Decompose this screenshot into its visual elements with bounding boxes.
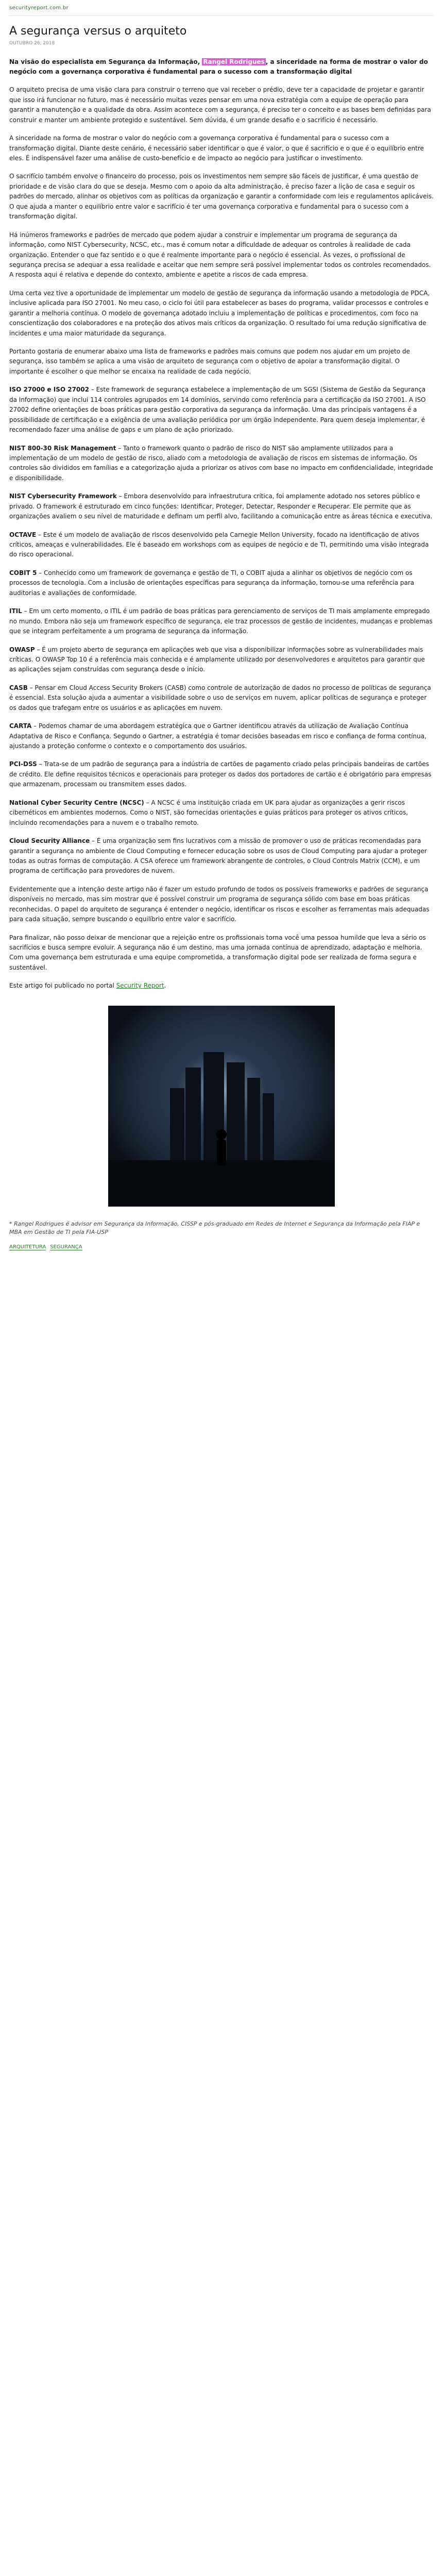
article-date: OUTUBRO 26, 2018 bbox=[9, 40, 55, 46]
framework-name: OCTAVE bbox=[9, 531, 37, 538]
framework-item bbox=[9, 836, 434, 876]
article-figure bbox=[108, 1006, 335, 1207]
framework-name: Cloud Security Alliance bbox=[9, 837, 90, 845]
framework-text: – Pensar em Cloud Access Security Brokers (CASB) como controle de autorização de dados no processo de políticas de segurança é essencial. Esta solução ajuda a aumentar a visibilidade sobre o uso de serviços em nuvem, aplicar políticas de segurança e proteger os dados que trafegam entre os usuários e as aplicações em nuvem. bbox=[9, 684, 431, 711]
lead-text-end: , a sinceridade na forma de mostrar o valor do negócio com a governança corporativa é fundamental para o sucesso com a transformação digital bbox=[9, 58, 428, 75]
framework-name: OWASP bbox=[9, 646, 35, 653]
tag-list bbox=[9, 1244, 434, 1250]
source-link[interactable]: Security Report bbox=[116, 982, 164, 990]
closing-paragraph-2: Para finalizar, não posso deixar de mencionar que a rejeição entre os profissionais torna você uma pessoa humilde que leva a sério os sacrifícios e busca sempre evoluir. A segurança não é um destino, mas uma jornada contínua de aprendizado, adaptação e melhoria. Com uma governança bem estruturada e uma equipe comprometida, a transformação digital pode ser realizada de forma segura e sustentável. bbox=[9, 934, 426, 971]
framework-name: COBIT 5 bbox=[9, 569, 37, 577]
lead-text-start: Na visão do especialista em Segurança da Informação, bbox=[9, 58, 202, 65]
paragraph-2: A sinceridade na forma de mostrar o valor do negócio com a governança corporativa é fundamental para o sucesso com a transformação digital. Diante deste cenário, é necessário saber identificar o que é valor, o que é sacrifício e o que é o equilíbrio entre eles. É indispensável fazer uma análise de custo-benefício e de impacto ao negócio para justificar o investimento. bbox=[9, 134, 424, 162]
framework-text: – Em um certo momento, o ITIL é um padrão de boas práticas para gerenciamento de serviços de TI mais amplamente empregado no mundo. Embora não seja um framework específico de segurança, ele traz processos de gestão de incidentes, mudanças e problemas que se integram perfeitamente a um programa de segurança da informação. bbox=[9, 607, 433, 635]
framework-list bbox=[9, 385, 434, 876]
author-caption: * Rangel Rodrigues é advisor em Segurança da Informação, CISSP e pós-graduado em Redes de Internet e Segurança da Informação pela FIAP e MBA em Gestão de TI pela FIA-USP bbox=[9, 1220, 420, 1236]
site-logo[interactable]: securityreport.com.br bbox=[9, 5, 69, 11]
article-figure-wrapper bbox=[9, 1006, 434, 1207]
source-suffix: . bbox=[164, 982, 166, 990]
framework-item bbox=[9, 444, 434, 484]
framework-item bbox=[9, 645, 434, 675]
article-lead bbox=[9, 57, 434, 77]
framework-name: ISO 27000 e ISO 27002 bbox=[9, 386, 89, 394]
tag-item[interactable]: SEGURANÇA bbox=[50, 1244, 82, 1250]
paragraph-3: O sacrifício também envolve o financeiro do processo, pois os investimentos nem sempre são fáceis de justificar, é uma questão de prioridade e de visão clara do que se deseja. Mesmo com o apoio da alta administração, é preciso fazer a lição de casa e seguir os padrões do mercado, alinhar os objetivos com as políticas da organização e garantir a conformidade com leis e regulamentos aplicáveis. O que ajuda a manter o equilíbrio entre valor e sacrifício é ter uma governança corporativa e fundamental para o sucesso com a transformação digital. bbox=[9, 173, 434, 221]
paragraph-6: Portanto gostaria de enumerar abaixo uma lista de frameworks e padrões mais comuns que podem nos ajudar em um projeto de segurança, isso também se aplica a uma visão de arquiteto de segurança com o objetivo de apoiar a transformação digital. O importante é escolher o que melhor se encaixa na realidade de cada negócio. bbox=[9, 348, 410, 375]
framework-item bbox=[9, 798, 434, 828]
figure-illustration bbox=[108, 1006, 335, 1207]
framework-name: CARTA bbox=[9, 722, 32, 730]
framework-item bbox=[9, 759, 434, 789]
framework-item bbox=[9, 385, 434, 435]
framework-item bbox=[9, 530, 434, 560]
paragraph-4: Há inúmeros frameworks e padrões de mercado que podem ajudar a construir e implementar um programa de segurança da informação, como NIST Cybersecurity, NCSC, etc., mas é comum notar a dificuldade de adequar os controles à realidade de cada organização. Entender o que faz sentido e o que é realmente importante para o negócio é essencial. Às vezes, o profissional de segurança precisa se adequar a essa realidade e aceitar que nem sempre será possível implementar todos os controles recomendados. A resposta aqui é relativa e depende do contexto, ambiente e apetite a riscos de cada empresa. bbox=[9, 231, 431, 279]
framework-text: – Embora desenvolvido para infraestrutura crítica, foi amplamente adotado nos setores público e privado. O framework é estruturado em cinco funções: Identificar, Proteger, Detectar, Responder e Recuperar. Ele permite que as organizações avaliem o seu nível de maturidade e definam um perfil alvo, facilitando a comunicação entre as áreas técnica e executiva. bbox=[9, 493, 433, 520]
framework-name: NIST 800-30 Risk Management bbox=[9, 444, 116, 452]
framework-name: CASB bbox=[9, 684, 28, 691]
closing-paragraph-1: Evidentemente que a intenção deste artigo não é fazer um estudo profundo de todos os possíveis frameworks e padrões de segurança disponíveis no mercado, mas sim mostrar que é possível construir um programa de segurança sólido com base em boas práticas reconhecidas. O papel do arquiteto de segurança é entender o negócio, identificar os riscos e escolher as ferramentas mais adequadas para cada situação, sempre buscando o equilíbrio entre valor e sacrifício. bbox=[9, 885, 430, 923]
paragraph-5: Uma certa vez tive a oportunidade de implementar um modelo de gestão de segurança da informação usando a metodologia de PDCA, inclusive aplicada para ISO 27001. No meu caso, o ciclo foi útil para estabelecer as bases do programa, validar processos e controles e garantir a melhoria contínua. O modelo de governança adotado incluiu a implementação de políticas e procedimentos, com foco na conscientização dos colaboradores e na proteção dos ativos mais críticos da organização. O resultado foi uma redução significativa de incidentes e uma maior maturidade da segurança. bbox=[9, 289, 430, 337]
framework-text: – Este é um modelo de avaliação de riscos desenvolvido pela Carnegie Mellon University, focado na identificação de ativos críticos, ameaças e vulnerabilidades. Ele é baseado em workshops com as equipes de negócio e de TI, permitindo uma visão integrada do risco operacional. bbox=[9, 531, 429, 558]
framework-text: – Trata-se de um padrão de segurança para a indústria de cartões de pagamento criado pelas principais bandeiras de cartões de crédito. Ele define requisitos técnicos e operacionais para proteger os dados dos portadores de cartão e é obrigatório para empresas que armazenam, processam ou transmitem esses dados. bbox=[9, 760, 432, 788]
author-name-highlight[interactable]: Rangel Rodrigues bbox=[203, 58, 265, 65]
framework-name: ITIL bbox=[9, 607, 22, 615]
source-note bbox=[9, 981, 434, 991]
framework-item bbox=[9, 492, 434, 521]
framework-text: – A NCSC é uma instituição criada em UK para ajudar as organizações a gerir riscos cibernéticos em ambientes modernos. Como o NIST, são fornecidas orientações e guias práticos para proteger os ativos críticos, incluindo recomendações para a nuvem e o trabalho remoto. bbox=[9, 799, 408, 826]
person-silhouette bbox=[216, 1129, 227, 1165]
framework-name: PCI-DSS bbox=[9, 760, 37, 768]
article-page bbox=[0, 0, 443, 1250]
article-title: A segurança versus o arquiteto bbox=[9, 25, 187, 38]
framework-text: – Conhecido como um framework de governança e gestão de TI, o COBIT ajuda a alinhar os objetivos de negócio com os processos de tecnologia. Com a inclusão de orientações específicas para segurança da informação, tornou-se uma referência para auditorias e avaliações de conformidade. bbox=[9, 569, 415, 597]
framework-item bbox=[9, 721, 434, 751]
framework-text: – É um projeto aberto de segurança em aplicações web que visa a disponibilizar informações sobre as vulnerabilidades mais críticas. O OWASP Top 10 é a referência mais conhecida e é amplamente utilizado por desenvolvedores e arquitetos para garantir que as aplicações sejam construídas com segurança desde o início. bbox=[9, 646, 425, 673]
source-prefix: Este artigo foi publicado no portal bbox=[9, 982, 116, 990]
framework-name: NIST Cybersecurity Framework bbox=[9, 493, 117, 500]
framework-text: – Este framework de segurança estabelece a implementação de um SGSI (Sistema de Gestão da Segurança da Informação) que inclui 114 controles agrupados em 14 domínios, servindo como referência para a certificação da ISO 27001. A ISO 27002 define orientações de boas práticas para gestão corporativa da segurança da informação. Uma das principais vantagens é a possibilidade de certificação e a exigência de uma avaliação periódica por um órgão independente. Para quem deseja implementar, é recomendado fazer uma análise de gaps e um plano de ação priorizado. bbox=[9, 386, 426, 434]
framework-text: – É uma organização sem fins lucrativos com a missão de promover o uso de práticas recomendadas para garantir a segurança no ambiente de Cloud Computing e fornecer educação sobre os usos de Cloud Computing para ajudar a proteger todas as outras formas de computação. A CSA oferece um framework abrangente de controles, o Cloud Controls Matrix (CCM), e um programa de certificação para provedores de nuvem. bbox=[9, 837, 427, 875]
framework-name: National Cyber Security Centre (NCSC) bbox=[9, 799, 144, 806]
framework-item bbox=[9, 683, 434, 713]
framework-text: – Podemos chamar de uma abordagem estratégica que o Gartner identificou através da utilização de Avaliação Contínua Adaptativa de Risco e Confiança. Segundo o Gartner, a estratégia é tomar decisões baseadas em risco e confiança de forma contínua, ajustando a proteção conforme o contexto e o comportamento dos usuários. bbox=[9, 722, 427, 750]
tag-item[interactable]: ARQUITETURA bbox=[9, 1244, 46, 1250]
framework-text: – Tanto o framework quanto o padrão de risco do NIST são amplamente utilizados para a implementação de um modelo de gestão de risco, aliado com a metodologia de avaliação de riscos em sistemas de informação. Os controles são divididos em famílias e a categorização ajuda a priorizar os ativos com base no impacto em confidencialidade, integridade e disponibilidade. bbox=[9, 444, 433, 482]
framework-item bbox=[9, 606, 434, 636]
paragraph-1: O arquiteto precisa de uma visão clara para construir o terreno que vai receber o prédio, deve ter a capacidade de projetar e garantir que isso irá funcionar no futuro, mas é necessário muitas vezes pensar em uma nova estratégia com a equipe de operação para garantir a manutenção e a qualidade da obra. Assim acontece com a segurança, é preciso ter o conceito e as bases bem definidas para construir e manter um ambiente protegido e sustentável. Sem dúvida, é um grande desafio e o sacrifício é necessário. bbox=[9, 86, 431, 124]
site-header bbox=[9, 0, 434, 16]
framework-item bbox=[9, 568, 434, 598]
